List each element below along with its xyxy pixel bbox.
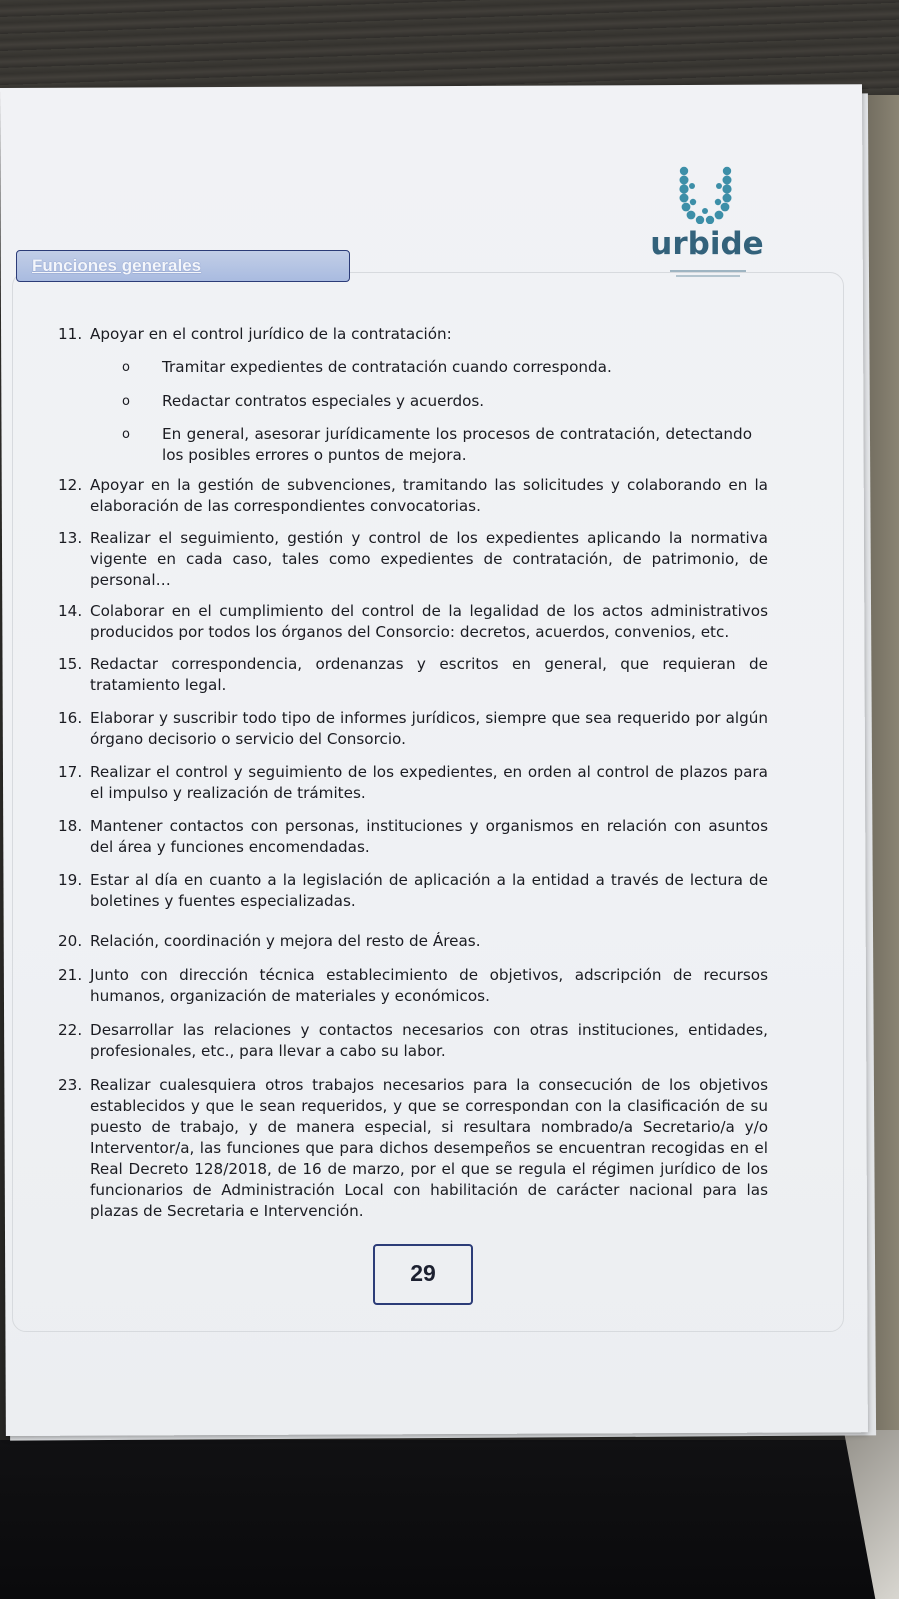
item-number: 14. <box>58 602 83 620</box>
item-text: Realizar el control y seguimiento de los expedientes, en orden al control de plazos para el impulso y realización de trámites. <box>90 763 768 802</box>
item-text: Apoyar en el control jurídico de la contratación: <box>90 325 452 343</box>
item-number: 17. <box>58 763 83 781</box>
sub-list-item <box>122 424 752 466</box>
list-item <box>58 931 768 952</box>
item-text: Junto con dirección técnica establecimiento de objetivos, adscripción de recursos humanos, organización de materiales y económicos. <box>90 966 768 1005</box>
item-text: Desarrollar las relaciones y contactos necesarios con otras instituciones, entidades, profesionales, etc., para llevar a cabo su labor. <box>90 1021 768 1060</box>
sub-list-item <box>122 357 752 378</box>
item-number: 12. <box>58 476 83 494</box>
list-item <box>58 816 768 858</box>
item-text: Mantener contactos con personas, instituciones y organismos en relación con asuntos del área y funciones encomendadas. <box>90 817 768 856</box>
item-number: 18. <box>58 817 83 835</box>
item-text: Realizar cualesquiera otros trabajos necesarios para la consecución de los objetivos establecidos y que le sean requeridos, y que se correspondan con la clasificación de su puesto de trabajo, y de manera especial, si resultara nombrado/a Secretario/a y/o Interventor/a, las funciones que para dichos desempeños se encuentran recogidas en el Real Decreto 128/2018, de 16 de marzo, por el que se regula el régimen jurídico de los funcionarios de Administración Local con habilitación de carácter nacional para las plazas de Secretaria e Intervención. <box>90 1076 768 1220</box>
item-number: 15. <box>58 655 83 673</box>
item-text: Elaborar y suscribir todo tipo de informes jurídicos, siempre que sea requerido por algún órgano decisorio o servicio del Consorcio. <box>90 709 768 748</box>
list-item <box>58 475 768 517</box>
desk-background <box>0 0 899 95</box>
list-item <box>58 324 768 345</box>
logo-wordmark: urbide <box>650 226 764 262</box>
list-item <box>58 708 768 750</box>
sub-item-text: Tramitar expedientes de contratación cuando corresponda. <box>162 358 612 376</box>
item-number: 20. <box>58 932 83 950</box>
item-number: 19. <box>58 871 83 889</box>
bullet: o <box>122 427 130 442</box>
list-item <box>58 601 768 643</box>
list-item <box>58 528 768 591</box>
item-number: 22. <box>58 1021 83 1039</box>
section-title: Funciones generales <box>32 256 202 275</box>
item-number: 13. <box>58 529 83 547</box>
list-item <box>58 762 768 804</box>
logo-mark-icon <box>678 166 734 224</box>
list-item <box>58 1075 768 1222</box>
bullet: o <box>122 360 130 375</box>
item-text: Realizar el seguimiento, gestión y control de los expedientes aplicando la normativa vigente en cada caso, tales como expedientes de contratación, de patrimonio, de personal… <box>90 529 768 589</box>
item-text: Redactar correspondencia, ordenanzas y escritos en general, que requieran de tratamiento legal. <box>90 655 768 694</box>
list-item <box>58 1020 768 1062</box>
page-number-box <box>373 1244 473 1305</box>
item-text: Apoyar en la gestión de subvenciones, tramitando las solicitudes y colaborando en la elaboración de las correspondientes convocatorias. <box>90 476 768 515</box>
item-text: Relación, coordinación y mejora del resto de Áreas. <box>90 932 481 950</box>
list-item <box>58 654 768 696</box>
page-number: 29 <box>410 1260 436 1286</box>
list-item <box>58 965 768 1007</box>
logo-tagline-icon <box>668 269 748 279</box>
section-header <box>16 250 350 282</box>
item-number: 16. <box>58 709 83 727</box>
item-text: Estar al día en cuanto a la legislación de aplicación a la entidad a través de lectura de boletines y fuentes especializadas. <box>90 871 768 910</box>
item-number: 23. <box>58 1076 83 1094</box>
item-text: Colaborar en el cumplimiento del control de la legalidad de los actos administrativos producidos por todos los órganos del Consorcio: decretos, acuerdos, convenios, etc. <box>90 602 768 641</box>
list-item <box>58 870 768 912</box>
item-number: 21. <box>58 966 83 984</box>
sub-item-text: Redactar contratos especiales y acuerdos. <box>162 392 485 410</box>
sub-list-item <box>122 391 752 412</box>
urbide-logo <box>648 160 768 280</box>
sub-item-text: En general, asesorar jurídicamente los procesos de contratación, detectando los posibles errores o puntos de mejora. <box>162 425 752 464</box>
item-number: 11. <box>58 325 83 343</box>
desk-bottom <box>0 1440 899 1599</box>
bullet: o <box>122 394 130 409</box>
